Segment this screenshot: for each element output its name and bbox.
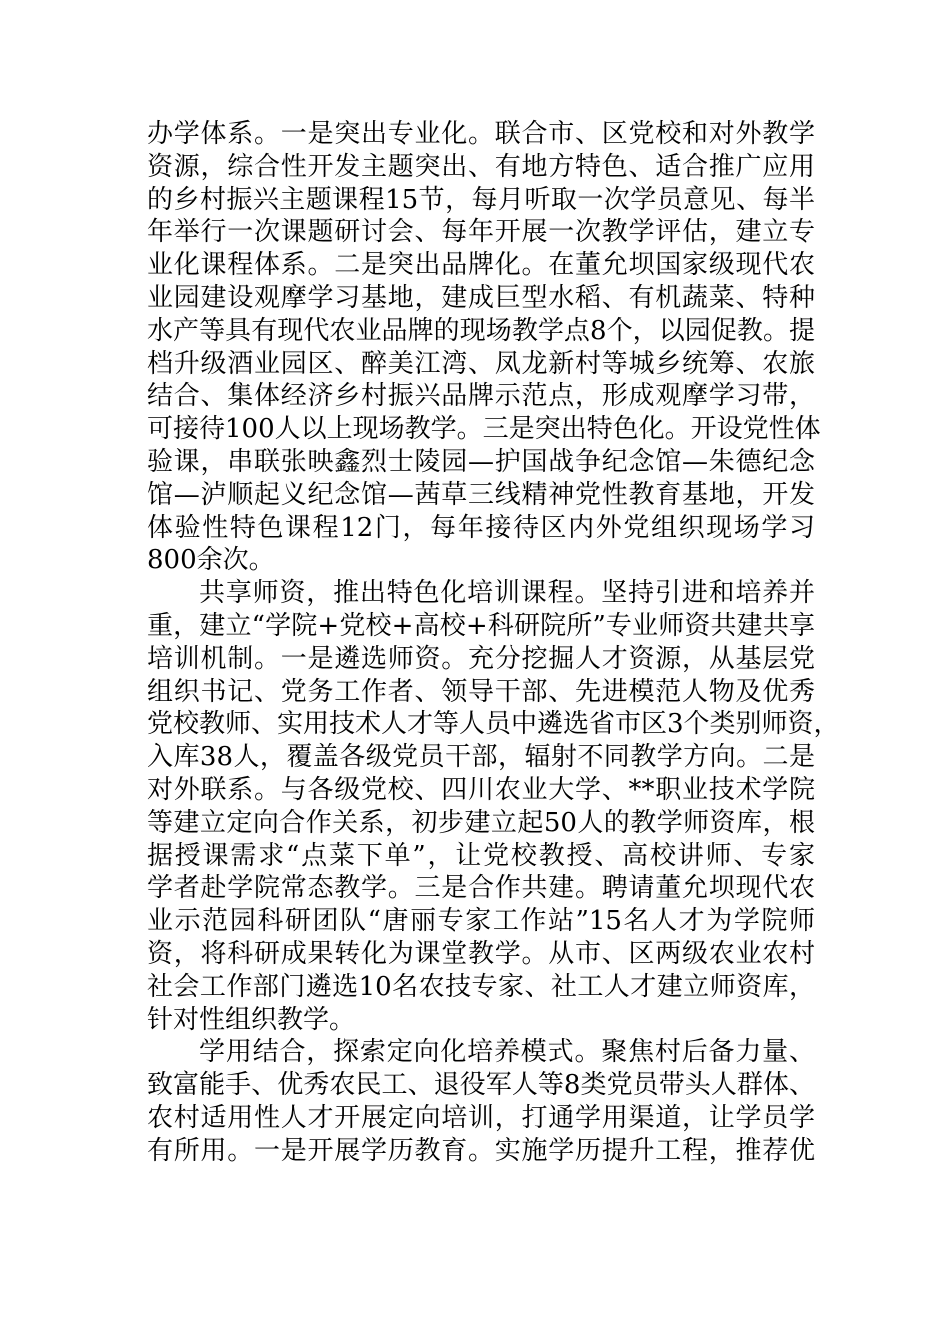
text-line: 业示范园科研团队“唐丽专家工作站”15名人才为学院师 [147,906,815,937]
text-line: 对外联系。与各级党校、四川农业大学、**职业技术学院 [147,774,815,805]
text-line: 800余次。 [147,545,275,576]
text-line: 结合、集体经济乡村振兴品牌示范点，形成观摩学习带， [147,381,815,412]
text-line: 可接待100人以上现场教学。三是突出特色化。开设党性体 [147,414,821,445]
text-line: 业化课程体系。二是突出品牌化。在董允坝国家级现代农 [147,250,815,281]
paragraph-shared-teachers [147,577,840,1036]
paragraph-course-system [147,118,821,577]
text-line: 资，将科研成果转化为课堂教学。从市、区两级农业农村 [147,938,815,969]
text-line: 重，建立“学院+党校+高校+科研院所”专业师资共建共享 [147,610,815,641]
text-line: 农村适用性人才开展定向培训，打通学用渠道，让学员学 [147,1102,815,1133]
text-line: 有所用。一是开展学历教育。实施学历提升工程，推荐优 [147,1135,815,1166]
text-line: 针对性组织教学。 [147,1004,356,1035]
text-line: 培训机制。一是遴选师资。充分挖掘人才资源，从基层党 [147,643,815,674]
text-line: 验课，串联张映鑫烈士陵园—护国战争纪念馆—朱德纪念 [147,446,815,477]
text-line: 学用结合，探索定向化培养模式。聚焦村后备力量、 [199,1037,815,1068]
text-line: 组织书记、党务工作者、领导干部、先进模范人物及优秀 [147,676,815,707]
text-line: 档升级酒业园区、醉美江湾、凤龙新村等城乡统筹、农旅 [147,348,815,379]
text-line: 共享师资，推出特色化培训课程。坚持引进和培养并 [199,578,815,609]
text-line: 学者赴学院常态教学。三是合作共建。聘请董允坝现代农 [147,873,815,904]
text-line: 的乡村振兴主题课程15节，每月听取一次学员意见、每半 [147,184,815,215]
document-page [147,118,840,1168]
text-line: 水产等具有现代农业品牌的现场教学点8个，以园促教。提 [147,315,815,346]
paragraph-learning-application [147,1036,815,1167]
text-line: 据授课需求“点菜下单”，让党校教授、高校讲师、专家 [147,840,815,871]
text-line: 致富能手、优秀农民工、退役军人等8类党员带头人群体、 [147,1070,815,1101]
text-line: 党校教师、实用技术人才等人员中遴选省市区3个类别师资， [147,709,840,740]
text-line: 业园建设观摩学习基地，建成巨型水稻、有机蔬菜、特种 [147,282,815,313]
text-line: 馆—泸顺起义纪念馆—茜草三线精神党性教育基地，开发 [147,479,815,510]
text-line: 资源，综合性开发主题突出、有地方特色、适合推广应用 [147,151,815,182]
text-line: 年举行一次课题研讨会、每年开展一次教学评估，建立专 [147,217,815,248]
text-line: 等建立定向合作关系，初步建立起50人的教学师资库，根 [147,807,815,838]
text-line: 办学体系。一是突出专业化。联合市、区党校和对外教学 [147,119,815,149]
text-line: 体验性特色课程12门，每年接待区内外党组织现场学习 [147,512,815,543]
text-line: 入库38人，覆盖各级党员干部，辐射不同教学方向。二是 [147,742,815,773]
text-line: 社会工作部门遴选10名农技专家、社工人才建立师资库， [147,971,815,1002]
